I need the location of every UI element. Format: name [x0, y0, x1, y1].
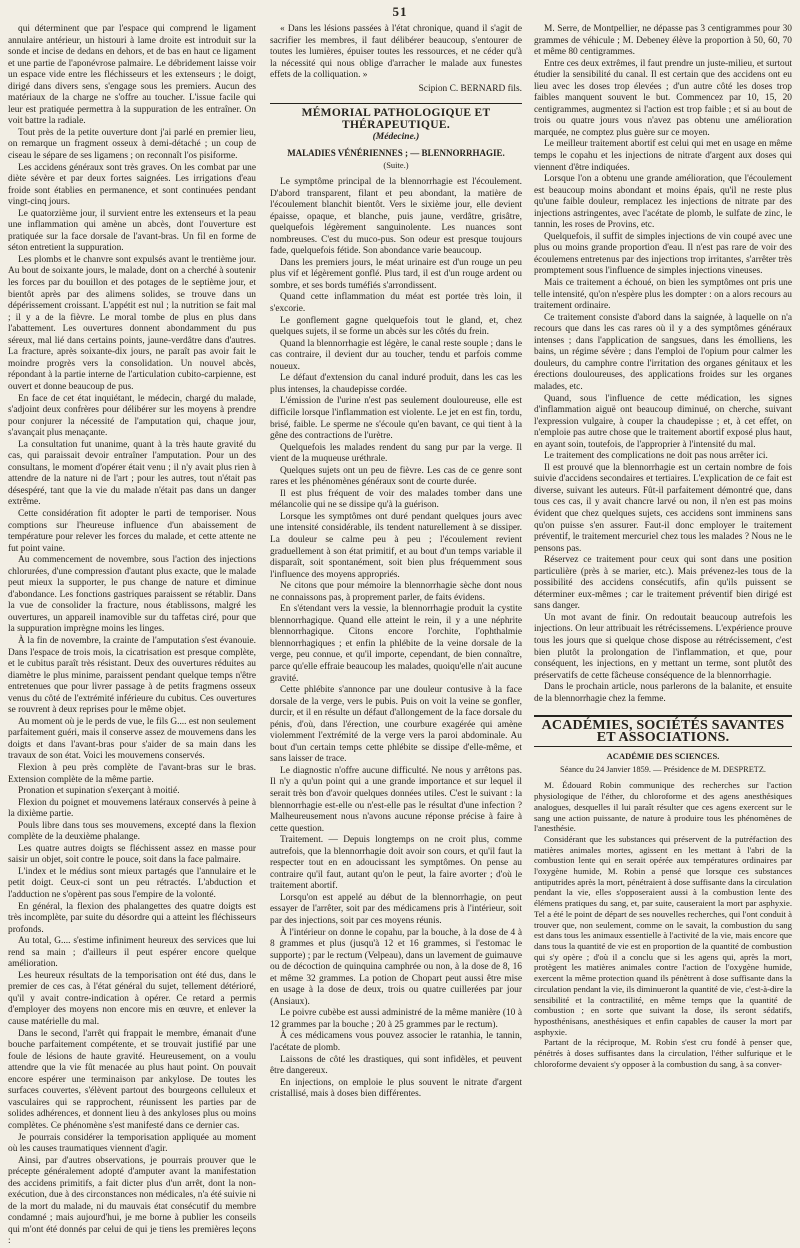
paragraph: Ainsi, par d'autres observations, je pourrais prouver que le précepte généralement adopté d'amputer avant la manifestation des accidens primitifs, a fait dicter plus d'un arrêt, dont la non-exécution, due à des circonstances non médicales, n'a été suivie ni de la mort du malade, ni du mauvais état consécutif du membre condamné ; mais aujourd'hui, je me borne à publier les conseils qui m'ont été donnés par celui de qui je tiens les premières leçons :	[8, 1155, 256, 1247]
paragraph: Quelquefois les malades rendent du sang pur par la verge. Il vient de la muqueuse uréthrale.	[270, 442, 522, 465]
paragraph: À l'intérieur on donne le copahu, par la bouche, à la dose de 4 à 8 grammes et plus (jusqu'à 12 et 16 grammes, si l'estomac le supporte) ; par le rectum (Velpeau), dans un lavement de guimauve ou de décoction de quinquina camphrée ou non, à la dose de 8, 16 et même 32 grammes. La potion de Chopart peut aussi être mise en usage à la dose de deux, trois ou quatre cuillerées par jour (Ansiaux).	[270, 927, 522, 1007]
paragraph: M. Édouard Robin communique des recherches sur l'action physiologique de l'éther, du chloroforme et des agens anesthésiques analogues, desquelles il lui paraît résulter que ces agens exercent sur le sang une action puissante, de nature à produire tous les phénomènes de l'anesthésie.	[534, 780, 792, 834]
paragraph: Dans les premiers jours, le méat urinaire est d'un rouge un peu plus vif et légèrement gonflé. Plus tard, il est d'un rouge ardent ou sombre, et ses bords tuméfiés s'arrondissent.	[270, 257, 522, 291]
paragraph: qui déterminent que par l'espace qui comprend le ligament annulaire antérieur, un histouri à lame droite est introduit sur la sonde et incise de dedans en dehors, et de bas en haut ce ligament et une partie de l'aponévrose palmaire. Le débridement laisse voir un espace vide entre les fléchisseurs et les extenseurs ; le doigt, dirigé dans divers sens, s'engage sous les premiers. Aucun des matériaux de la charge ne s'offre au toucher. L'issue facile qui leur est pratiquée permettra à la suppuration de les entraîner. On voit battre la radiale.	[8, 24, 256, 127]
paragraph: Quelquefois, il suffit de simples injections de vin coupé avec une plus ou moins grande proportion d'eau. Il n'est pas rare de voir des écoulemens entretenus par des injections trop irritantes, s'arrêter très promptement sous l'influence de simples injections vineuses.	[534, 231, 792, 277]
paragraph: Entre ces deux extrêmes, il faut prendre un juste-milieu, et surtout étudier la sensibilité du canal. Il est certain que des accidens ont eu lieu avec les doses trop élevées ; d'un autre côté les doses trop faibles manquent souvent le but. Commencez par 10, 15, 20 centigrammes, augmentez si l'action est trop faible ; et si au bout de trois ou quatre jours vous n'avez pas obtenu une amélioration marquée, ne comptez plus guère sur ce moyen.	[534, 58, 792, 138]
paragraph: Flexion du poignet et mouvemens latéraux conservés à peine à la dixième partie.	[8, 797, 256, 820]
paragraph: En injections, on emploie le plus souvent le nitrate d'argent cristallisé, mais à doses bien différentes.	[270, 1077, 522, 1100]
paragraph: Le gonflement gagne quelquefois tout le gland, et, chez quelques sujets, il se forme un abcès sur les côtés du frein.	[270, 315, 522, 338]
meeting-title: ACADÉMIE DES SCIENCES.	[606, 751, 720, 762]
paragraph: En général, la flexion des phalangettes des quatre doigts est très incomplète, par suite du désordre qui a atteint les fléchisseurs profonds.	[8, 901, 256, 935]
quoted-advice	[270, 24, 522, 82]
paragraph: Au moment où je le perds de vue, le fils G.... est non seulement parfaitement guéri, mais il conserve assez de mouvemens dans les doigts et dans l'avant-bras pour s'aider de sa main dans les travaux de son état. Voici les mouvemens conservés.	[8, 716, 256, 762]
paragraph: À la fin de novembre, la crainte de l'amputation s'est évanouie. Dans l'espace de trois mois, la cicatrisation est presque complète, et le cubitus paraît très résistant. Deux des ouvertures réduites au diamètre le plus minime, paraissent pendant quelque temps n'être entretenues que pour livrer passage à de petits fragmens osseux venus du côté de l'extrémité inférieure du cubitus. Ces ouvertures se rouvrent à deux reprises pour le même objet.	[8, 635, 256, 716]
paragraph: Dans le prochain article, nous parlerons de la balanite, et ensuite de la blennorrhagie chez la femme.	[534, 682, 792, 704]
column-left	[8, 24, 256, 1247]
paragraph: M. Serre, de Montpellier, ne dépasse pas 3 centigrammes pour 30 grammes de véhicule ; M. Debeney élève la proportion à 50, 60, 70 et même 80 centigrammes.	[534, 24, 792, 58]
paragraph: En face de cet état inquiétant, le médecin, chargé du malade, s'adjoint deux confrères pour délibérer sur les moyens à prendre pour conjurer la nécessité de l'amputation qui, chaque jour, s'avançait plus menaçante.	[8, 393, 256, 439]
paragraph: Réservez ce traitement pour ceux qui sont dans une position particulière (près à se marier, etc.). Mais prévenez-les tous de la possibilité des accidens consécutifs, afin qu'ils puissent se déterminer eux-mêmes ; car le traitement préventif bien dirigé est sans danger.	[534, 555, 792, 612]
meeting-subtitle: Séance du 24 Janvier 1859. — Présidence de M. DESPRETZ.	[559, 764, 766, 774]
paragraph: L'index et le médius sont mieux partagés que l'annulaire et le petit doigt. Ceux-ci sont un peu rétractés. L'abduction et l'adduction ne s'opèrent pas sous l'empire de la volonté.	[8, 866, 256, 901]
paragraph: Le diagnostic n'offre aucune difficulté. Ne nous y arrêtons pas. Il n'y a qu'un point qui a une grande importance et sur lequel il serait très bon d'avoir quelques données utiles. C'est le suivant : la blennorrhagie est-elle ou n'est-elle pas le résultat d'une infection ? Malheureusement nous n'avons aucune réponse précise à faire à cette question.	[270, 765, 522, 834]
paragraph: Je pourrais considérer la temporisation appliquée au moment où les causes traumatiques viennent d'agir.	[8, 1132, 256, 1155]
author-signature: Scipion C. BERNARD fils.	[418, 83, 522, 94]
paragraph: Il est prouvé que la blennorrhagie est un certain nombre de fois suivie d'accidens secondaires et tertiaires. L'explication de ce fait est diverse, suivant les auteurs. Fût-il parfaitement démontré que, dans tous ces cas, il y avait chancre larvé ou non, il n'en est pas moins évident que chez quelques sujets, ces accidens sont imminens sans qu'on puisse s'en assurer. Faut-il donc employer le traitement préventif, le traitement mercuriel chez tous les malades ? Nous ne le pensons pas.	[534, 462, 792, 554]
academy-report	[534, 780, 792, 1069]
paragraph: Le meilleur traitement abortif est celui qui met en usage en même temps le copahu et les injections de nitrate d'argent aux doses qui viennent d'être indiquées.	[534, 139, 792, 173]
paragraph: Le symptôme principal de la blennorrhagie est l'écoulement. D'abord transparent, filant et peu abondant, la matière de l'écoulement blanchit bientôt. Vers le sixième jour, elle devient épaisse, opaque, et blanche, puis jaune, verdâtre, grisâtre, quelquefois légèrement sanguinolente. Les nuances sont nombreuses. C'est du muco-pus. Son odeur est presque toujours fade, quelquefois fétide. Son abondance varie beaucoup.	[270, 177, 522, 257]
paragraph: L'émission de l'urine n'est pas seulement douloureuse, elle est difficile lorsque l'inflammation est violente. Le jet en est fin, tordu, brisé, faible. Le sperme ne s'écoule qu'en bavant, ce qui tient à la gêne des contractions de l'urètre.	[270, 396, 522, 442]
paragraph: Pouls libre dans tous ses mouvemens, excepté dans la flexion complète de la deuxième phalange.	[8, 820, 256, 843]
article-subtitle: (Suite.)	[383, 160, 409, 171]
paragraph: À ces médicamens vous pouvez associer le ratanhia, le tannin, l'acétate de plomb.	[270, 1031, 522, 1054]
paragraph: Quand la blennorrhagie est légère, le canal reste souple ; dans le cas contraire, il devient dur au toucher, tendu et parfois comme noueux.	[270, 338, 522, 372]
column-right	[534, 24, 792, 1106]
paragraph: Il est plus fréquent de voir des malades tomber dans une mélancolie qui ne se dissipe qu'à la guérison.	[270, 488, 522, 511]
article-title: MALADIES VÉNÉRIENNES ; — BLENNORRHAGIE.	[287, 147, 505, 158]
section-title: MÉMORIAL PATHOLOGIQUE ET THÉRAPEUTIQUE.	[270, 103, 522, 131]
article-body	[270, 177, 522, 1101]
paragraph: Laissons de côté les drastiques, qui sont infidèles, et peuvent être dangereux.	[270, 1054, 522, 1077]
paragraph: Au total, G.... s'estime infiniment heureux des services que lui rend sa main ; d'ailleurs il peut espérer encore quelque amélioration.	[8, 936, 256, 970]
paragraph: Cette phlébite s'annonce par une douleur contusive à la face dorsale de la verge, vers le pubis. Puis on voit la veine se gonfler, durcir, et il en résulte un défaut d'allongement de la face dorsale du pénis, d'où, dans l'érection, une courbure exagérée qui amène violemment l'extrémité de la verge vers la paroi abdominale. Au bout d'un certain temps cette phlébite se dissipe d'elle-même, et sans laisser de trace.	[270, 685, 522, 765]
paragraph: Le poivre cubèbe est aussi administré de la même manière (10 à 12 grammes par la bouche ; 20 à 25 grammes par le rectum).	[270, 1008, 522, 1030]
paragraph: Au commencement de novembre, sous l'action des injections chlorurées, d'une compression d'autant plus exacte, que le malade peut mieux la supporter, le pus change de nature et diminue d'abondance. Les fonctions gastriques paraissent se rétablir. Dans la vue de consolider la fracture, nous établissons, malgré les ouvertures, un appareil inamovible sur du taffetas ciré, pour que la suppuration imprègne moins les linges.	[8, 555, 256, 635]
paragraph: Quand cette inflammation du méat est portée très loin, il s'excorie.	[270, 292, 522, 315]
paragraph: Les accidens généraux sont très graves. On les combat par une diète sévère et par deux fortes saignées. Les irrigations d'eau froide sont établies en permanence, et sont continuées pendant vingt-cinq jours.	[8, 162, 256, 208]
paragraph: Dans le second, l'arrêt qui frappait le membre, émanait d'une bouche parfaitement compétente, et se trouvait justifié par une foule de lésions de haute gravité. Heureusement, on a voulu attendre que la vie fût menacée au plus haut point. On pouvait encore espérer une terminaison par ankylose. De toutes les surfaces couvertes, s'élèvent partout des bourgeons celluleux et vasculaires qui se rapprochent, réunissent les parties par de solides adhérences, et donnent lieu à des ankyloses plus ou moins complètes. Ce phénomène s'est manifesté dans ce dernier cas.	[8, 1028, 256, 1131]
paragraph: Un mot avant de finir. On redoutait beaucoup autrefois les injections. On leur attribuait les rétrécissemens. L'expérience prouve tous les jours que si quelque chose dispose au rétrécissement, c'est bien plutôt la prolongation de l'inflammation, et que, pour conséquent, les injections, en y mettant un terme, sont plutôt des préservatifs de cette fâcheuse conséquence de la blennorrhagie.	[534, 612, 792, 681]
paragraph: Flexion à peu près complète de l'avant-bras sur le bras. Extension complète de la même partie.	[8, 763, 256, 785]
paragraph: Quelques sujets ont un peu de fièvre. Les cas de ce genre sont rares et les phénomènes généraux sont de courte durée.	[270, 465, 522, 488]
paragraph: Ce traitement consiste d'abord dans la saignée, à laquelle on n'a recours que dans les cas rares où il y a des symptômes généraux intenses ; dans l'application de sangsues, dans les émolliens, les bains, un régime sévère ; dans l'emploi de l'opium pour calmer les douleurs, du camphre contre l'irritation des organes génitaux et les érections douloureuses, des applications froides sur les organes malades, etc.	[534, 312, 792, 392]
paragraph: Quand, sous l'influence de cette médication, les signes d'inflammation aiguë ont beaucoup diminué, on cherche, suivant l'expression vulgaire, à couper la chaudepisse ; et, à cet effet, on n'emploie pas autre chose que le traitement abortif exposé plus haut, en ayant soin, toutefois, de l'approprier à l'intensité du mal.	[534, 393, 792, 450]
paragraph: Lorsque les symptômes ont duré pendant quelques jours avec une intensité considérable, ils tendent naturellement à se dissiper. La douleur se calme peu à peu ; l'écoulement revient graduellement à son état primitif, et au bout d'un temps variable il disparaît, soit spontanément, soit bien plus fréquemment sous l'influence des moyens appropriés.	[270, 511, 522, 580]
paragraph: Les heureux résultats de la temporisation ont été dus, dans le premier de ces cas, à l'état général du sujet, tellement détérioré, qu'il y avait contre-indication à opérer. Ce retard a permis d'employer des moyens non encore mis en œuvre, et enlever la cause matérielle du mal.	[8, 970, 256, 1028]
paragraph: Partant de la réciproque, M. Robin s'est cru fondé à penser que, pénétrés à doses suffisantes dans la circulation, l'éther sulfurique et le chloroforme devaient s'y opposer à la combustion du sang, à sa conver-	[534, 1037, 792, 1069]
paragraph: Lorsqu'on est appelé au début de la blennorrhagie, on peut essayer de l'arrêter, soit par des médicamens pris à l'intérieur, soit par des injections, soit par ces moyens réunis.	[270, 892, 522, 927]
paragraph: Le quatorzième jour, il survient entre les extenseurs et la peau une inflammation qui amène un abcès, dont l'ouverture est pratiquée sur la face dorsale de l'avant-bras. Un fil en forme de séton entretient la suppuration.	[8, 208, 256, 254]
paragraph: Tout près de la petite ouverture dont j'ai parlé en premier lieu, on remarque un fragment osseux à demi-détaché ; un coup de ciseau le sépare de ses ligamens ; on reconnaît l'os pisiforme.	[8, 127, 256, 162]
paragraph: Les quatre autres doigts se fléchissent assez en masse pour saisir un objet, soit contre le pouce, soit dans la face palmaire.	[8, 843, 256, 866]
paragraph: « Dans les lésions passées à l'état chronique, quand il s'agit de sacrifier les membres, il faut délibérer beaucoup, s'entourer de toutes les lumières, épuiser toutes les ressources, et ne céder qu'à la nécessité qui nous oblige d'arracher le malade aux funestes effets de la colliquation. »	[270, 24, 522, 81]
section-subtitle: (Médecine.)	[372, 132, 420, 143]
paragraph: Ne citons que pour mémoire la blennorrhagie sèche dont nous ne connaissons pas, à proprement parler, de faits évidens.	[270, 581, 522, 603]
paragraph: En s'étendant vers la vessie, la blennorrhagie produit la cystite blennorrhagique. Quand elle atteint le rein, il y a une néphrite blennorrhagique. Citons encore l'orchite, l'ophthalmie blennorrhagiques ; et enfin la phlébite de la veine dorsale de la verge, peu connue, et qu'il importe, cependant, de bien connaître, parce qu'elle effraie beaucoup les malades, quoiqu'elle n'ait aucune gravité.	[270, 604, 522, 684]
paragraph: Mais ce traitement a échoué, on bien les symptômes ont pris une telle intensité, qu'on n'espère plus les dompter : on a alors recours au traitement ordinaire.	[534, 278, 792, 312]
paragraph: Les plombs et le chanvre sont expulsés avant le trentième jour. Au bout de soixante jours, le malade, dont on a cherché à soutenir les forces par du bouillon et des potages de le septième jour, et bientôt après par des alimens solides, se trouve dans un dépérissement croissant. L'appétit est nul ; la nutrition se fait mal ; il y a de la fièvre. Le moral tombe de plus en plus dans l'abattement. Les ouvertures donnent abondamment du pus séreux, mal lié dans certains points, jaune-verdâtre dans d'autres. La fracture, après soixante-dix jours, ne paraît pas avoir fait le moindre progrès vers la consolidation. Un nouvel abcès, répondant à la partie interne de l'articulation cubito-carpienne, est ouvert et donne beaucoup de pus.	[8, 254, 256, 392]
article-continuation	[534, 24, 792, 705]
paragraph: Traitement. — Depuis longtemps on ne croit plus, comme autrefois, que la blennorrhagie doit avoir son cours, et qu'il faut la respecter tout en en adoucissant les symptômes. On pense au contraire qu'il faut, autant qu'on le peut, la faire avorter ; d'où le traitement abortif.	[270, 835, 522, 892]
paragraph: Le traitement des complications ne doit pas nous arrêter ici.	[544, 451, 768, 462]
column-middle	[270, 24, 522, 1106]
paragraph: Considérant que les substances qui préservent de la putréfaction des matières animales mortes, agissent en les mettant à l'abri de la combustion lente qui en serait opérée aux températures ordinaires par l'oxygène humide, M. Robin a pensé que lorsque ces substances antiputrides après la mort, pénétraient à dose suffisante dans la circulation pendant la vie, elles s'opposeraient aussi à la combustion lente des élémens pratiques du sang, et, par suite, causeraient la mort par asphyxie. Tel a été le point de départ de ses nouvelles recherches, qui l'ont conduit à trouver que, non seulement, comme on le savait, la combustion du sang est dans tous les animaux essentielle à l'activité de la vie, mais encore que dans tous la quantité de vie est en proportion de la quantité de combustion qui s'y opère ; d'où il a conclu que si les agens qui, après la mort, protègent les matières animales contre l'action de l'oxygène humide, exercent la même protection quand ils pénètrent à dose suffisante dans la circulation pendant la vie, ils diminueront la quantité de vie, c'est-à-dire la sensibilité et la contractilité, en même temps que la quantité de combustion ; en sorte que suivant la dose, ils seront sédatifs, hyposthénisans, anesthésiques et enfin capables de causer la mort par asphyxie.	[534, 833, 792, 1037]
paragraph: Le défaut d'extension du canal induré produit, dans les cas les plus intenses, la chaudepisse cordée.	[270, 373, 522, 395]
paragraph: La consultation fut unanime, quant à la très haute gravité du cas, qui paraissait devoir entraîner l'amputation. Pour un des consultans, le moment d'opérer était venu ; il n'y avait plus rien à attendre de la nature ni de l'art ; pour les autres, tout n'était pas désespéré, tant que la vie du malade n'était pas dans un danger extrême.	[8, 439, 256, 508]
academies-heading: ACADÉMIES, SOCIÉTÉS SAVANTES ET ASSOCIATIONS.	[534, 715, 792, 747]
page-number: 51	[392, 4, 408, 19]
paragraph: Lorsque l'on a obtenu une grande amélioration, que l'écoulement est beaucoup moins abondant et moins épais, qu'il ne reste plus qu'une faible douleur, remplacez les injections de nitrate par des injections astringentes, avec l'acétate de plomb, le sulfate de zinc, le tannin, les roses de Provins, etc.	[534, 174, 792, 231]
paragraph: Pronation et supination s'exerçant à moitié.	[18, 786, 180, 797]
paragraph: Cette considération fit adopter le parti de temporiser. Nous comptions sur l'heureuse influence d'un abaissement de température pour relever les forces du malade, et cette attente ne fut point vaine.	[8, 508, 256, 554]
